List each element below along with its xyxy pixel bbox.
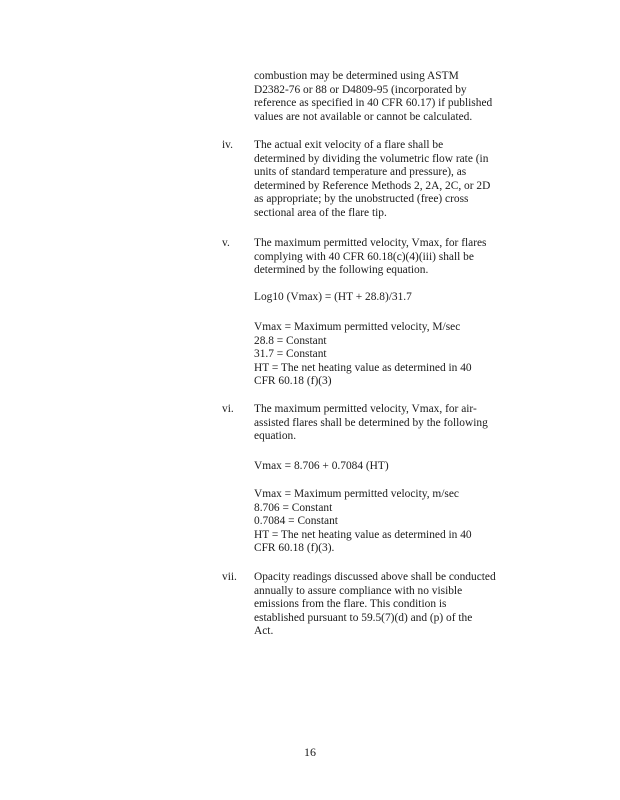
item-number-iv: iv. (222, 139, 233, 151)
item-number-v: v. (222, 237, 230, 249)
text-line: established pursuant to 59.5(7)(d) and (p) of the (254, 611, 473, 624)
definition-line: HT = The net heating value as determined in 40 (254, 528, 472, 541)
text-line: assisted flares shall be determined by the following (254, 416, 488, 429)
text-line: The maximum permitted velocity, Vmax, for flares (254, 237, 487, 249)
text-line: emissions from the flare. This condition is (254, 598, 447, 611)
definition-line: 8.706 = Constant (254, 501, 333, 514)
text-line: determined by dividing the volumetric flow rate (in (254, 152, 489, 165)
definition-line: 28.8 = Constant (254, 334, 327, 347)
definition-line: HT = The net heating value as determined in 40 (254, 361, 472, 374)
text-line: determined by the following equation. (254, 264, 429, 277)
text-line: Act. (254, 625, 274, 638)
text-line: The actual exit velocity of a flare shall be (254, 139, 444, 151)
item-v-definitions (254, 321, 516, 389)
text-line: annually to assure compliance with no visible (254, 584, 463, 597)
item-number-vi: vi. (222, 403, 234, 415)
text-line: sectional area of the flare tip. (254, 206, 387, 219)
intro-paragraph (254, 70, 516, 124)
text-line: Opacity readings discussed above shall be conducted (254, 571, 496, 583)
text-line: determined by Reference Methods 2, 2A, 2C, or 2D (254, 179, 491, 192)
definition-line: Vmax = Maximum permitted velocity, m/sec (254, 488, 459, 500)
item-v-paragraph (254, 237, 516, 278)
page-number: 16 (304, 745, 316, 759)
definition-line: CFR 60.18 (f)(3). (254, 542, 335, 555)
definition-line: CFR 60.18 (f)(3) (254, 375, 332, 388)
text-line: values are not available or cannot be calculated. (254, 110, 473, 123)
text-line: units of standard temperature and pressure), as (254, 166, 467, 179)
text-line: D2382-76 or 88 or D4809-95 (incorporated by (254, 83, 467, 96)
text-line: The maximum permitted velocity, Vmax, for air- (254, 403, 477, 415)
text-line: combustion may be determined using ASTM (254, 70, 459, 82)
item-number-vii: vii. (222, 571, 237, 583)
text-line: equation. (254, 430, 297, 443)
definition-line: 31.7 = Constant (254, 348, 327, 361)
definition-line: 0.7084 = Constant (254, 515, 338, 528)
item-vi-definitions (254, 488, 516, 556)
text-line: reference as specified in 40 CFR 60.17) if published (254, 97, 493, 110)
item-vi-paragraph (254, 403, 516, 444)
item-iv-paragraph (254, 139, 516, 221)
text-line: complying with 40 CFR 60.18(c)(4)(iii) shall be (254, 250, 474, 263)
item-vi-equation: Vmax = 8.706 + 0.7084 (HT) (254, 460, 389, 472)
text-line: as appropriate; by the unobstructed (free) cross (254, 193, 469, 206)
item-vii-paragraph (254, 571, 516, 639)
definition-line: Vmax = Maximum permitted velocity, M/sec (254, 321, 461, 333)
item-v-equation: Log10 (Vmax) = (HT + 28.8)/31.7 (254, 291, 412, 303)
